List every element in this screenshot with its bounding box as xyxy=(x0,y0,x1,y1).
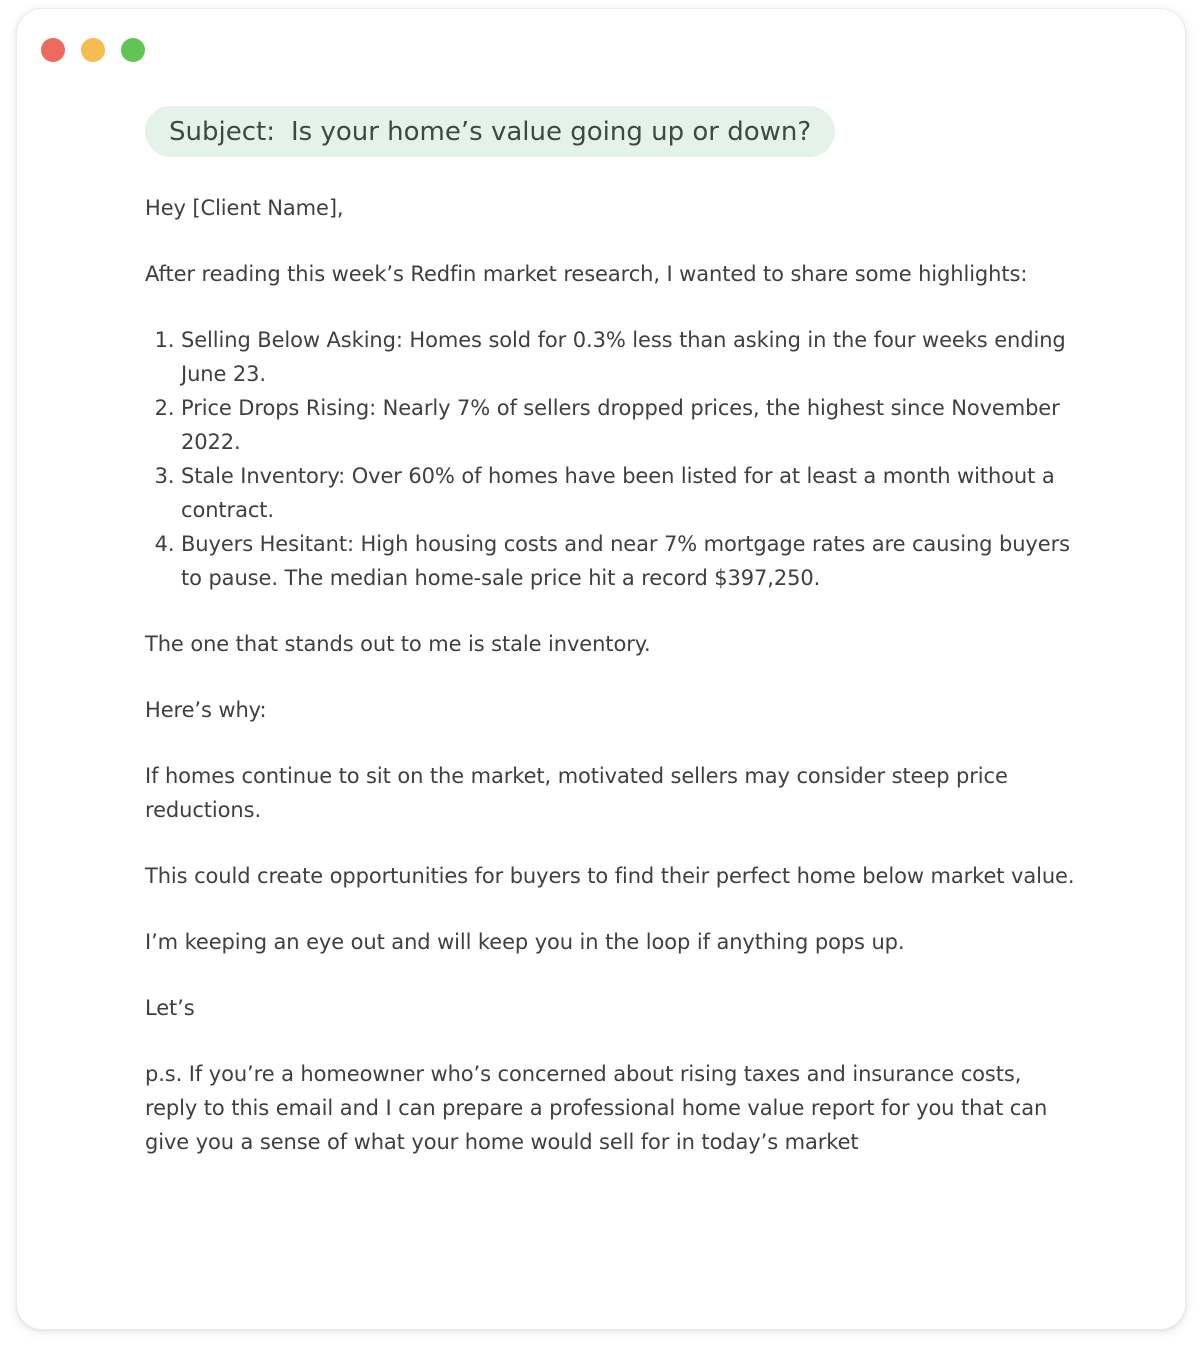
email-window xyxy=(16,8,1186,1330)
stands-out-paragraph: The one that stands out to me is stale inventory. xyxy=(145,632,651,656)
greeting: Hey [Client Name], xyxy=(145,196,344,220)
window-controls xyxy=(41,38,145,62)
list-item: 4. Buyers Hesitant: High housing costs and near 7% mortgage rates are causing buyers to pause. The median home-sale price hit a record $397,250. xyxy=(181,527,1075,595)
list-item: 2. Price Drops Rising: Nearly 7% of sellers dropped prices, the highest since November 2022. xyxy=(181,391,1075,459)
subject-line xyxy=(145,106,835,157)
maximize-window-button[interactable] xyxy=(121,38,145,62)
heres-why-paragraph: Here’s why: xyxy=(145,698,267,722)
postscript-paragraph: p.s. If you’re a homeowner who’s concerned about rising taxes and insurance costs, reply to this email and I can prepare a professional home value report for you that can give you a sense of what your home would sell for in today’s market xyxy=(145,1062,1048,1154)
subject-label: Subject: xyxy=(169,116,275,147)
list-item: 1. Selling Below Asking: Homes sold for 0.3% less than asking in the four weeks ending June 23. xyxy=(181,323,1075,391)
minimize-window-button[interactable] xyxy=(81,38,105,62)
highlights-list xyxy=(145,323,1075,595)
email-body xyxy=(145,106,1075,1159)
keeping-eye-paragraph: I’m keeping an eye out and will keep you in the loop if anything pops up. xyxy=(145,930,905,954)
sit-on-market-paragraph: If homes continue to sit on the market, motivated sellers may consider steep price reductions. xyxy=(145,764,1008,822)
subject-text: Is your home’s value going up or down? xyxy=(290,116,812,147)
intro-paragraph: After reading this week’s Redfin market research, I wanted to share some highlights: xyxy=(145,262,1028,286)
sign-off: Let’s xyxy=(145,996,195,1020)
close-window-button[interactable] xyxy=(41,38,65,62)
opportunities-paragraph: This could create opportunities for buyers to find their perfect home below market value. xyxy=(145,864,1075,888)
list-item: 3. Stale Inventory: Over 60% of homes have been listed for at least a month without a contract. xyxy=(181,459,1075,527)
